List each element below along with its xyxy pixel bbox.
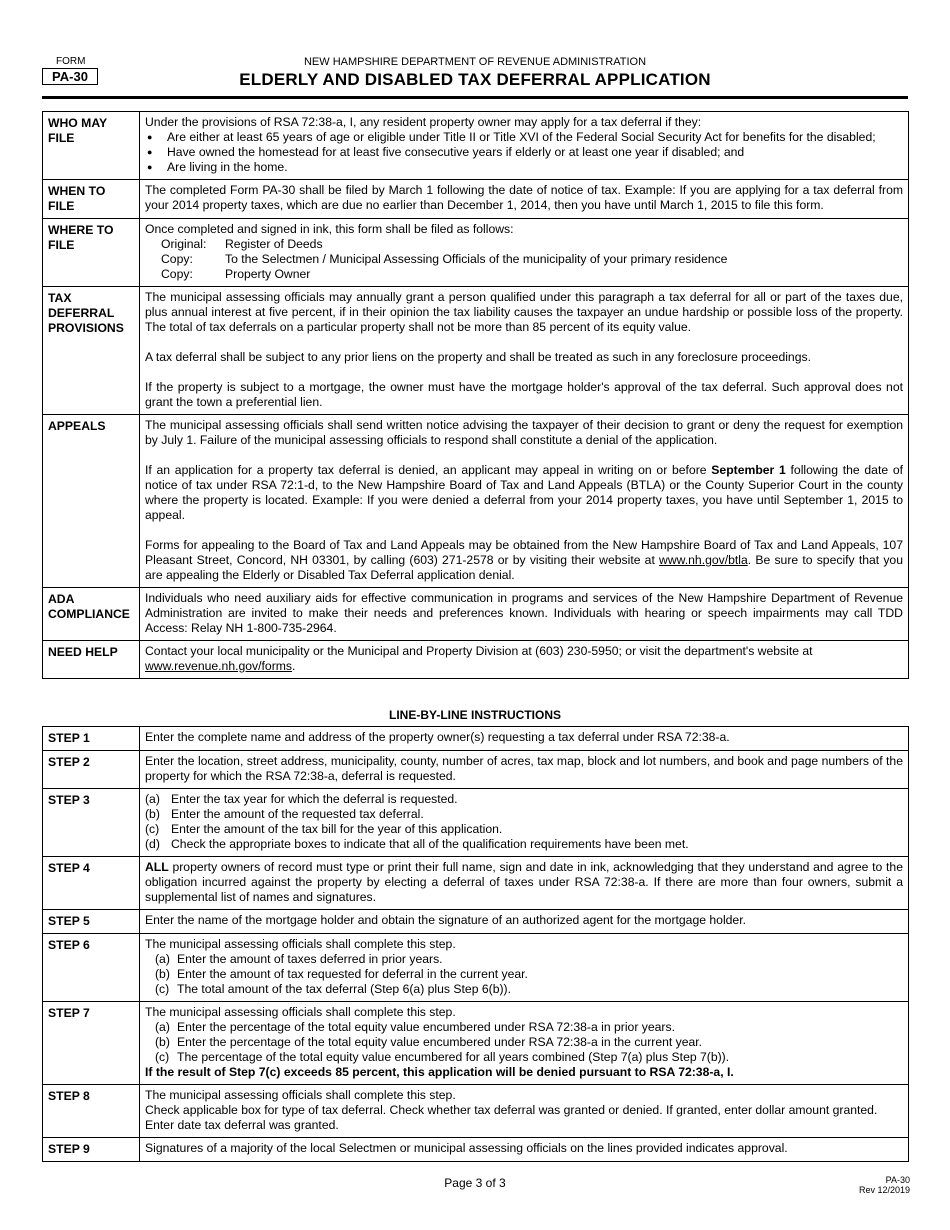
step-content xyxy=(140,1002,909,1085)
filing-destination: Copy: Property Owner xyxy=(161,267,311,281)
sub-item: (c) The total amount of the tax deferral (Step 6(a) plus Step 6(b)). xyxy=(155,982,511,996)
list-item: ● Are living in the home. xyxy=(145,160,903,175)
list-item: ● Have owned the homestead for at least five consecutive years if elderly or at least one year if disabled; and xyxy=(145,145,903,160)
step-label: STEP 8 xyxy=(43,1085,140,1138)
who-may-file-row xyxy=(43,112,909,180)
footer-form-number: PA-30 xyxy=(885,1175,910,1185)
where-intro: Once completed and signed in ink, this form shall be filed as follows: xyxy=(145,222,514,236)
step-content: Enter the name of the mortgage holder and obtain the signature of an authorized agent for the mortgage holder. xyxy=(140,910,909,934)
paragraph: The municipal assessing officials shall send written notice advising the taxpayer of their decision to grant or deny the request for exemption by July 1. Failure of the municipal assessing officials to respond shall constitute a denial of the application. xyxy=(145,418,903,447)
step-label: STEP 9 xyxy=(43,1138,140,1162)
sub-item: (b) Enter the amount of the requested tax deferral. xyxy=(145,807,424,821)
row-content: The completed Form PA-30 shall be filed by March 1 following the date of notice of tax. Example: If you are applying for a tax deferral from your 2014 property taxes, which are due no earlier than December 1, 2014, then you have until March 1, 2015 to file this form. xyxy=(140,180,909,219)
step-content: Enter the location, street address, municipality, county, number of acres, tax map, block and lot numbers, and book and page numbers of the property for which the RSA 72:38-a, deferral is requested. xyxy=(140,751,909,789)
step-row xyxy=(43,1002,909,1085)
step-content xyxy=(140,1085,909,1138)
instructions-table xyxy=(42,726,909,1162)
step-intro: The municipal assessing officials shall complete this step. xyxy=(145,937,456,951)
sub-item: (c) Enter the amount of the tax bill for the year of this application. xyxy=(145,822,503,836)
step-label: STEP 1 xyxy=(43,727,140,751)
who-intro: Under the provisions of RSA 72:38-a, I, any resident property owner may apply for a tax deferral if they: xyxy=(145,115,702,129)
step-row xyxy=(43,727,909,751)
sub-item: (a) Enter the percentage of the total equity value encumbered under RSA 72:38-a in prior years. xyxy=(155,1020,675,1034)
sub-item: (b) Enter the amount of tax requested for deferral in the current year. xyxy=(155,967,528,981)
step-row xyxy=(43,1138,909,1162)
when-to-file-row xyxy=(43,180,909,219)
step-row xyxy=(43,751,909,789)
step-label: STEP 5 xyxy=(43,910,140,934)
step-row xyxy=(43,789,909,857)
instructions-heading: LINE-BY-LINE INSTRUCTIONS xyxy=(388,708,561,722)
row-content: Individuals who need auxiliary aids for effective communication in programs and services of the New Hampshire Department of Revenue Administration are invited to make their needs and preferences known. Individuals with hearing or speech impairments may call TDD Access: Relay NH 1-800-735-2964. xyxy=(140,588,909,641)
row-content xyxy=(140,287,909,415)
sub-item: (b) Enter the percentage of the total equity value encumbered under RSA 72:38-a in the current year. xyxy=(155,1035,703,1049)
step-content xyxy=(140,934,909,1002)
step-row xyxy=(43,1085,909,1138)
paragraph: If an application for a property tax deferral is denied, an applicant may appeal in writing on or before September 1 following the date of notice of tax under RSA 72:1-d, to the New Hampshire Board of Tax and Land Appeals (BTLA) or the County Superior Court in the county where the property is located. Example: If you were denied a deferral from your 2014 property taxes, you have until September 1, 2015 to appeal. xyxy=(145,463,904,522)
denial-warning: If the result of Step 7(c) exceeds 85 percent, this application will be denied pursuant to RSA 72:38-a, I. xyxy=(145,1065,734,1079)
step-content: ALL property owners of record must type or print their full name, sign and date in ink, acknowledging that they understand and agree to the obligation incurred against the property by electing a deferral of taxes under RSA 72:38-a. If there are more than four owners, submit a supplemental list of names and signatures. xyxy=(140,857,909,910)
step-content: Signatures of a majority of the local Selectmen or municipal assessing officials on the lines provided indicates approval. xyxy=(140,1138,909,1162)
header-rule xyxy=(42,96,908,99)
sub-item: (a) Enter the tax year for which the deferral is requested. xyxy=(145,792,458,806)
list-item: ● Are either at least 65 years of age or eligible under Title II or Title XVI of the Federal Social Security Act for benefits for the disabled; xyxy=(145,130,903,145)
paragraph: The municipal assessing officials may annually grant a person qualified under this paragraph a tax deferral for all or part of the taxes due, plus annual interest at five percent, if in their opinion the tax liability causes the taxpayer an undue hardship or possible loss of the property. The total of tax deferrals on a particular property shall not be more than 85 percent of its equity value. xyxy=(145,290,903,334)
row-content xyxy=(140,415,909,588)
filing-destination: Original: Register of Deeds xyxy=(161,237,323,251)
step-content xyxy=(140,789,909,857)
revision-info xyxy=(859,1175,910,1195)
ada-compliance-row xyxy=(43,588,909,641)
sub-item: (d) Check the appropriate boxes to indicate that all of the qualification requirements have been met. xyxy=(145,837,689,851)
form-label: FORM xyxy=(56,56,86,67)
paragraph: Forms for appealing to the Board of Tax and Land Appeals may be obtained from the New Hampshire Board of Tax and Land Appeals, 107 Pleasant Street, Concord, NH 03301, by calling (603) 271-2578 or by visiting their website at www.nh.gov/btla. Be sure to specify that you are appealing the Elderly or Disabled Tax Deferral application denial. xyxy=(145,538,903,582)
revenue-forms-link[interactable]: www.revenue.nh.gov/forms xyxy=(145,659,292,673)
step-label: STEP 7 xyxy=(43,1002,140,1085)
footer-revision-date: Rev 12/2019 xyxy=(858,1185,910,1195)
step-label: STEP 6 xyxy=(43,934,140,1002)
where-to-file-row xyxy=(43,219,909,287)
btla-link[interactable]: www.nh.gov/btla xyxy=(659,553,748,567)
step-label: STEP 4 xyxy=(43,857,140,910)
page-title: ELDERLY AND DISABLED TAX DEFERRAL APPLICATION xyxy=(239,70,711,89)
row-content xyxy=(140,112,909,180)
filing-destination: Copy: To the Selectmen / Municipal Assessing Officials of the municipality of your primary residence xyxy=(161,252,728,266)
row-label: WHO MAY FILE xyxy=(43,112,140,180)
step-row xyxy=(43,934,909,1002)
step-line: Check applicable box for type of tax deferral. Check whether tax deferral was granted or denied. If granted, enter dollar amount granted. xyxy=(145,1103,878,1117)
step-label: STEP 2 xyxy=(43,751,140,789)
need-help-row xyxy=(43,641,909,679)
row-label: ADA COMPLIANCE xyxy=(43,588,140,641)
row-content xyxy=(140,219,909,287)
tax-deferral-provisions-row xyxy=(43,287,909,415)
row-label: APPEALS xyxy=(43,415,140,588)
sub-item: (a) Enter the amount of taxes deferred in prior years. xyxy=(155,952,443,966)
step-content: Enter the complete name and address of the property owner(s) requesting a tax deferral under RSA 72:38-a. xyxy=(140,727,909,751)
row-label: TAX DEFERRAL PROVISIONS xyxy=(43,287,140,415)
sub-item: (c) The percentage of the total equity value encumbered for all years combined (Step 7(a) plus Step 7(b)). xyxy=(155,1050,730,1064)
row-content: Contact your local municipality or the Municipal and Property Division at (603) 230-5950; or visit the department's website at www.revenue.nh.gov/forms. xyxy=(140,641,909,679)
form-number: PA-30 xyxy=(42,68,98,85)
row-label: WHEN TO FILE xyxy=(43,180,140,219)
paragraph: A tax deferral shall be subject to any prior liens on the property and shall be treated as such in any foreclosure proceedings. xyxy=(145,350,811,364)
step-row xyxy=(43,857,909,910)
row-label: NEED HELP xyxy=(43,641,140,679)
step-line: The municipal assessing officials shall complete this step. xyxy=(145,1088,456,1102)
appeals-row xyxy=(43,415,909,588)
paragraph: If the property is subject to a mortgage, the owner must have the mortgage holder's approval of the tax deferral. Such approval does not grant the town a preferential lien. xyxy=(145,380,903,409)
info-table xyxy=(42,111,909,679)
agency-name: NEW HAMPSHIRE DEPARTMENT OF REVENUE ADMINISTRATION xyxy=(303,56,647,68)
step-intro: The municipal assessing officials shall complete this step. xyxy=(145,1005,456,1019)
row-label: WHERE TO FILE xyxy=(43,219,140,287)
step-row xyxy=(43,910,909,934)
eligibility-list xyxy=(145,130,903,175)
page-number: Page 3 of 3 xyxy=(444,1176,506,1190)
step-label: STEP 3 xyxy=(43,789,140,857)
step-line: Enter date tax deferral was granted. xyxy=(145,1118,339,1132)
